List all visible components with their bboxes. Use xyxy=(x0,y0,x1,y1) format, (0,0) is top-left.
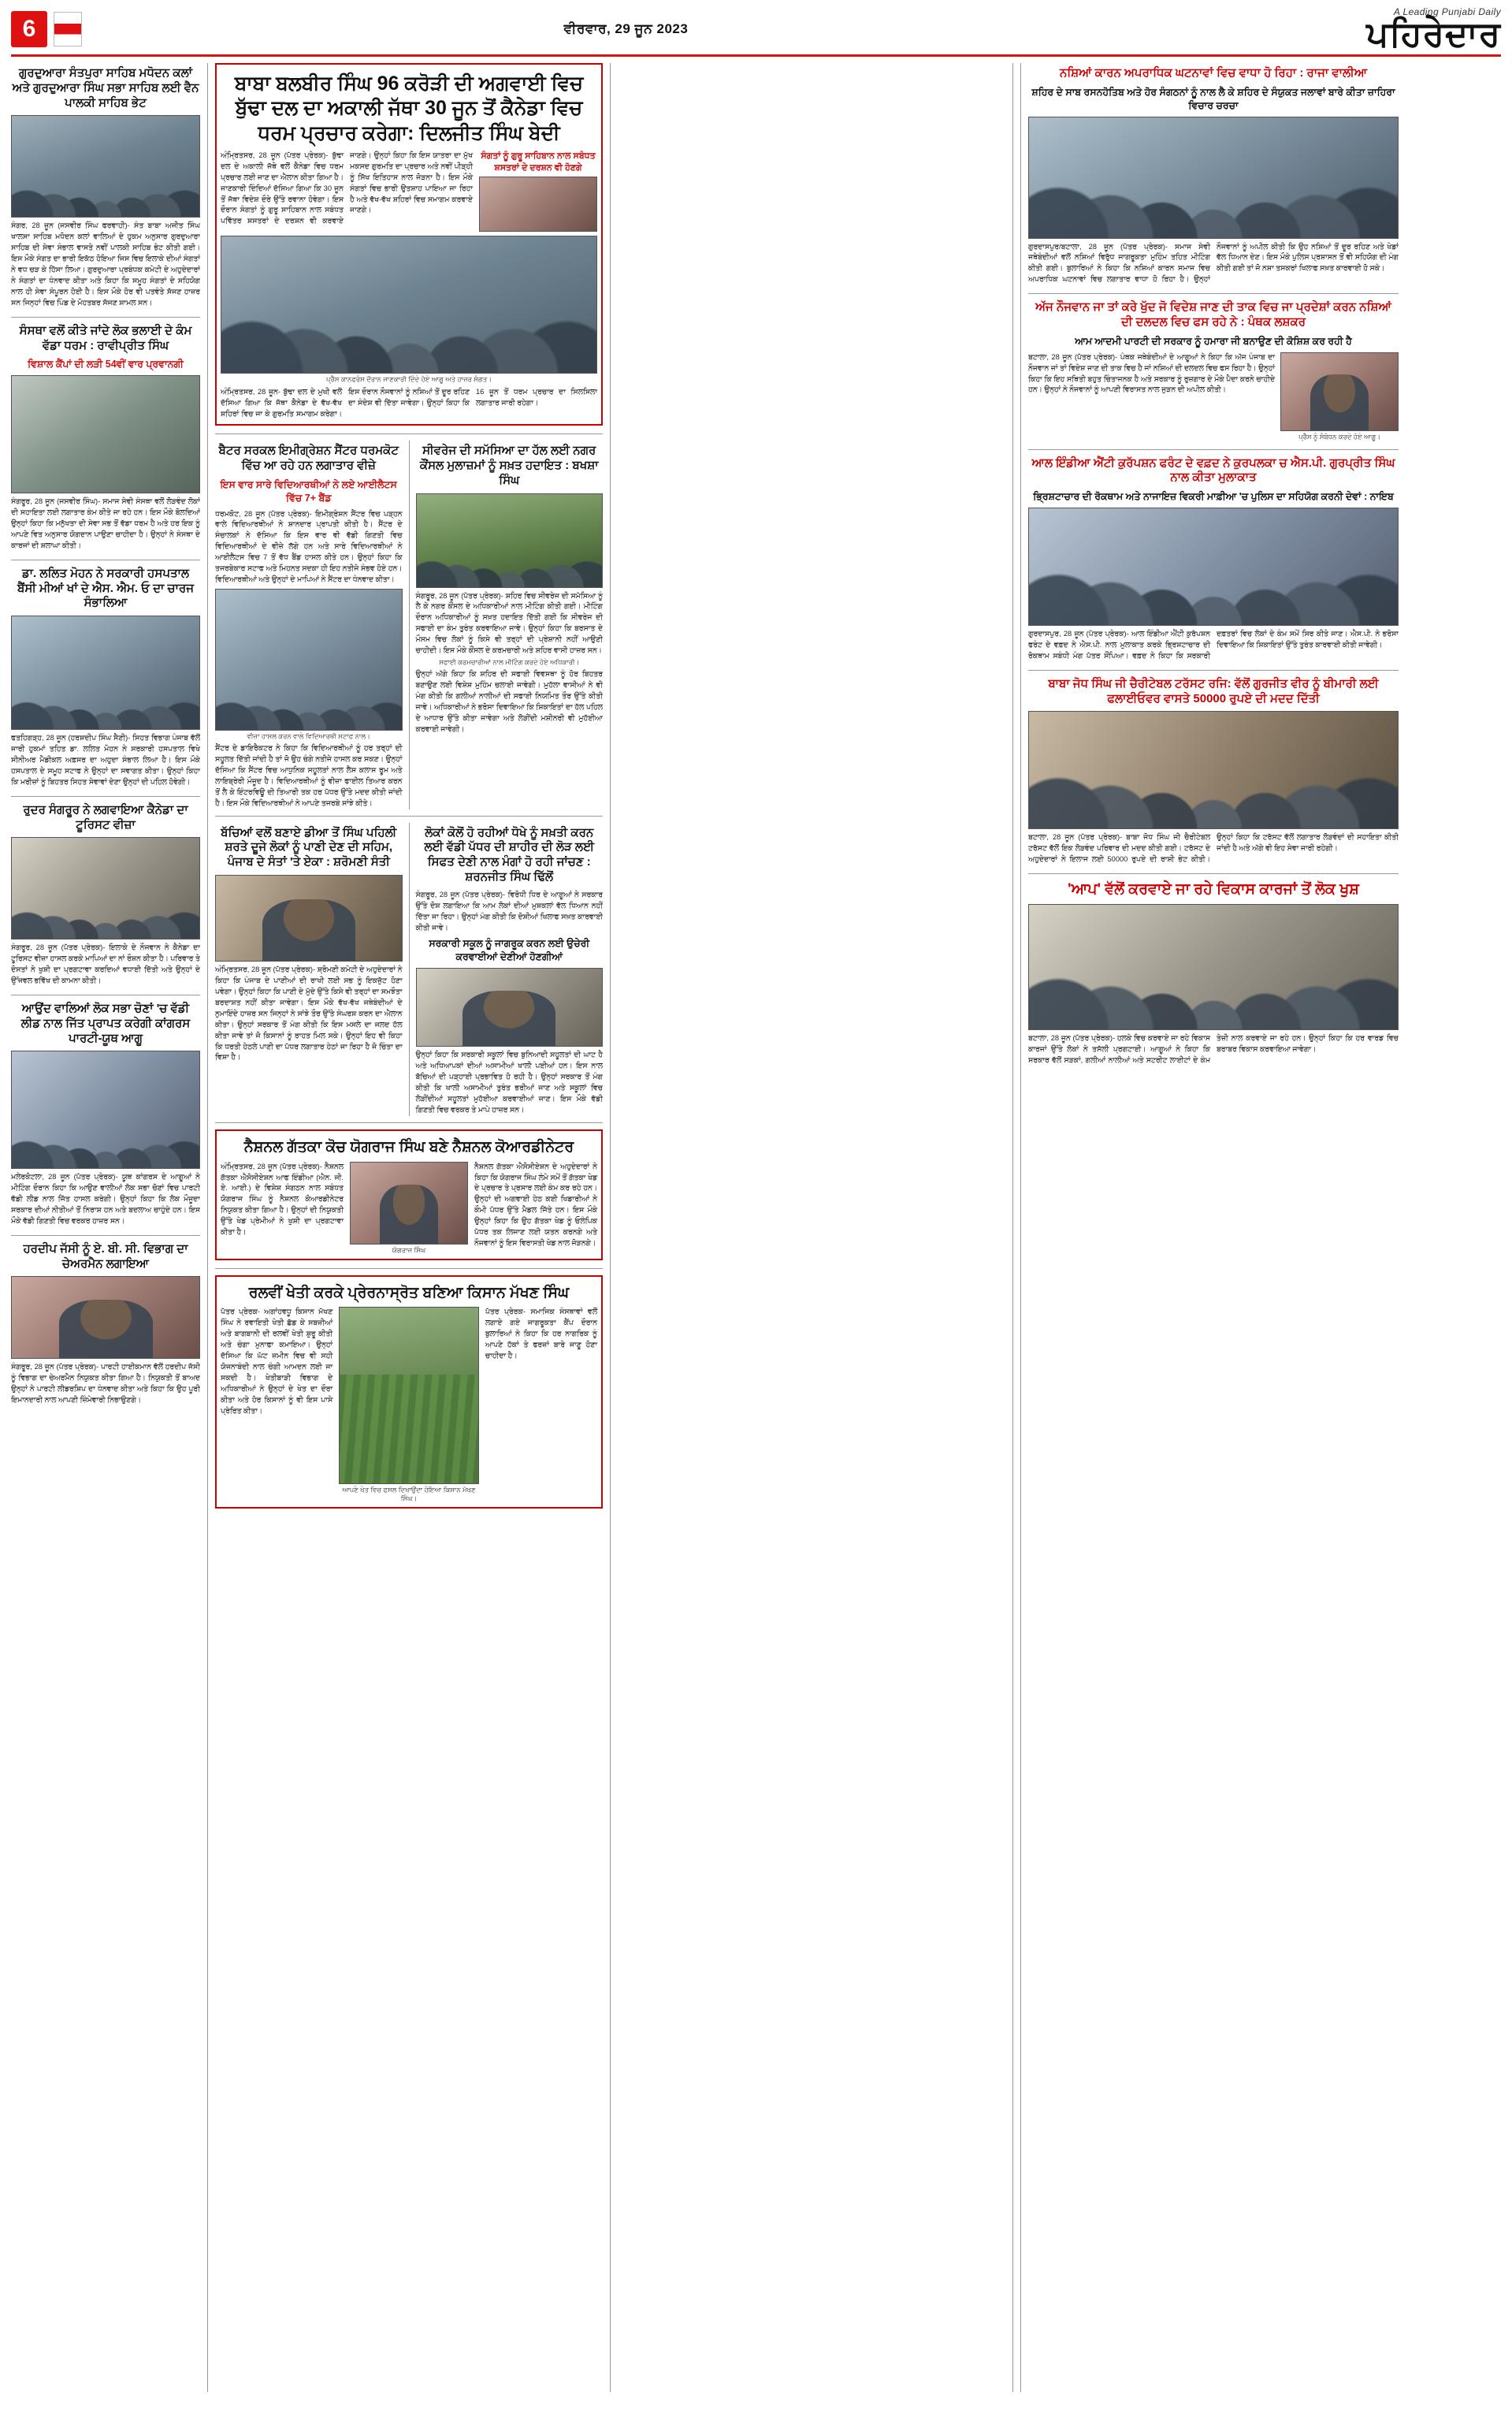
article-water-rights xyxy=(215,823,403,1116)
article-youth-abroad-drugs xyxy=(1028,300,1399,441)
article-anti-corruption-front xyxy=(1028,456,1399,662)
headline: ਗੁਰਦੁਆਰਾ ਸੰਤਪੁਰਾ ਸਾਹਿਬ ਮਧੋਦਨ ਕਲਾਂ ਅਤੇ ਗੁਰਦੁਆਰਾ ਸਿੰਘ ਸਭਾ ਸਾਹਿਬ ਲਈ ਵੈਨ ਪਾਲਕੀ ਸਾਹਿਬ ਭੇਟ xyxy=(12,66,199,110)
headline: ਆਉਂਦ ਵਾਲਿਆਂ ਲੋਕ ਸਭਾ ਚੋਣਾਂ 'ਚ ਵੱਡੀ ਲੀਡ ਨਾਲ ਜਿੱਤ ਪ੍ਰਾਪਤ ਕਰੇਗੀ ਕਾਂਗਰਸ ਪਾਰਟੀ-ਯੂਥ ਆਗੂ xyxy=(20,1002,191,1045)
article-photo xyxy=(11,837,200,939)
article-photo xyxy=(416,493,604,588)
headline: 'ਆਪ' ਵੱਲੋਂ ਕਰਵਾਏ ਜਾ ਰਹੇ ਵਿਕਾਸ ਕਾਰਜਾਂ ਤੋਂ ਲੋਕ ਖੁਸ਼ xyxy=(1068,881,1359,899)
article-sanstha-seva xyxy=(11,324,200,552)
article-aap-development xyxy=(1028,880,1399,1066)
divider xyxy=(1028,449,1399,450)
divider xyxy=(11,796,200,797)
masthead-brand xyxy=(1170,6,1501,52)
divider xyxy=(215,1122,603,1123)
article-photo xyxy=(1028,904,1399,1030)
article-gurdwara-van xyxy=(11,66,200,309)
article-immigration-centre xyxy=(215,441,403,809)
photo-caption: ਆਪਣੇ ਖੇਤ ਵਿਚ ਫਸਲ ਦਿਖਾਉਂਦਾ ਹੋਇਆ ਕਿਸਾਨ ਮੱਖਣ ਸਿੰਘ। xyxy=(342,1486,476,1503)
article-photo xyxy=(416,968,604,1047)
article-farmer-mixed-farming xyxy=(215,1275,603,1509)
article-photo xyxy=(11,1276,200,1359)
headline: ਬੱਚਿਆਂ ਵਲੋਂ ਬਣਾਏ ਡੀਆ ਤੋਂ ਸਿੰਘ ਪਹਿਲੀ ਸ਼ਰਤੇ ਦੂਜੇ ਲੋਕਾਂ ਨੂੰ ਪਾਣੀ ਦੇਣ ਦੀ ਸਹਿਮ, ਪੰਜਾਬ ਦੇ ਸੰਤਾਂ 'ਤੇ ਏਕਾ : ਸ਼ਰੋਮਣੀ ਸੰਤੀ xyxy=(221,825,397,869)
article-body: ਮਲੇਰਕੋਟਲਾ, 28 ਜੂਨ (ਪੱਤਰ ਪ੍ਰੇਰਕ)- ਯੂਥ ਕਾਂਗਰਸ ਦੇ ਆਗੂਆਂ ਨੇ ਮੀਟਿੰਗ ਦੌਰਾਨ ਕਿਹਾ ਕਿ ਆਉਣ ਵਾਲੀਆਂ ਲੋਕ ਸਭਾ ਚੋਣਾਂ ਵਿਚ ਪਾਰਟੀ ਵੱਡੀ ਲੀਡ ਨਾਲ ਜਿੱਤ ਹਾਸਲ ਕਰੇਗੀ। ਉਨ੍ਹਾਂ ਕਿਹਾ ਕਿ ਲੋਕ ਮੌਜੂਦਾ ਸਰਕਾਰ ਦੀਆਂ ਨੀਤੀਆਂ ਤੋਂ ਨਿਰਾਸ਼ ਹਨ ਅਤੇ ਬਦਲਾਅ ਚਾਹੁੰਦੇ ਹਨ। ਇਸ ਮੌਕੇ ਵੱਡੀ ਗਿਣਤੀ ਵਿਚ ਵਰਕਰ ਹਾਜ਼ਰ ਸਨ। xyxy=(11,1173,200,1225)
article-photo xyxy=(215,875,403,962)
article-photo xyxy=(1028,711,1399,829)
divider xyxy=(215,1268,603,1269)
article-body-continued: ਨੈਸ਼ਨਲ ਗੱਤਕਾ ਐਸੋਸੀਏਸ਼ਨ ਦੇ ਅਹੁਦੇਦਾਰਾਂ ਨੇ ਕਿਹਾ ਕਿ ਯੋਗਰਾਜ ਸਿੰਘ ਲੰਮੇ ਸਮੇਂ ਤੋਂ ਗੱਤਕਾ ਖੇਡ ਦੇ ਪ੍ਰਚਾਰ ਤੇ ਪ੍ਰਸਾਰ ਲਈ ਕੰਮ ਕਰ ਰਹੇ ਹਨ। ਉਨ੍ਹਾਂ ਦੀ ਅਗਵਾਈ ਹੇਠ ਕਈ ਖਿਡਾਰੀਆਂ ਨੇ ਕੌਮੀ ਪੱਧਰ ਉੱਤੇ ਮੈਡਲ ਜਿੱਤੇ ਹਨ। ਇਸ ਮੌਕੇ ਉਨ੍ਹਾਂ ਕਿਹਾ ਕਿ ਉਹ ਗੱਤਕਾ ਖੇਡ ਨੂੰ ਓਲੰਪਿਕ ਪੱਧਰ ਤਕ ਲਿਜਾਣ ਲਈ ਯਤਨ ਕਰਨਗੇ ਅਤੇ ਨੌਜਵਾਨਾਂ ਨੂੰ ਇਸ ਵਿਰਾਸਤੀ ਖੇਡ ਨਾਲ ਜੋੜਨਗੇ। xyxy=(474,1162,597,1248)
article-smo-charge xyxy=(11,567,200,788)
article-photo xyxy=(11,375,200,493)
subheadline: ਭ੍ਰਿਸ਼ਟਾਚਾਰ ਦੀ ਰੋਕਥਾਮ ਅਤੇ ਨਾਜਾਇਜ਼ ਵਿਕਰੀ ਮਾਫ਼ੀਆ 'ਚ ਪੁਲਿਸ ਦਾ ਸਹਿਯੋਗ ਕਰਨੀ ਦੇਵਾਂ : ਨਾਇਬ xyxy=(1033,491,1394,503)
photo-caption: ਸਫਾਈ ਕਰਮਚਾਰੀਆਂ ਨਾਲ ਮੀਟਿੰਗ ਕਰਦੇ ਹੋਏ ਅਧਿਕਾਰੀ। xyxy=(439,658,580,667)
column-rule xyxy=(409,823,410,1116)
article-body: ਸੰਗਰ, 28 ਜੂਨ (ਜਸਵੀਰ ਸਿੰਘ ਫਰਵਾਹੀ)- ਸੰਤ ਬਾਬਾ ਅਜੀਤ ਸਿੰਘ ਖਾਲਸਾ ਸਾਹਿਬ ਮਧੋਦਨ ਕਲਾਂ ਵਾਲਿਆਂ ਦੇ ਹੁਕਮ ਅਨੁਸਾਰ ਗੁਰਦੁਆਰਾ ਸਾਹਿਬ ਦੀ ਸੇਵਾ ਸੰਭਾਲ ਵਾਸਤੇ ਨਵੀਂ ਪਾਲਕੀ ਸਾਹਿਬ ਭੇਟ ਕੀਤੀ ਗਈ। ਇਸ ਮੌਕੇ ਸੰਗਤ ਦਾ ਭਾਰੀ ਇਕੱਠ ਹੋਇਆ ਜਿਸ ਵਿਚ ਇਲਾਕੇ ਦੀਆਂ ਸੰਗਤਾਂ ਨੇ ਵਧ ਚੜ ਕੇ ਹਿੱਸਾ ਲਿਆ। ਗੁਰਦੁਆਰਾ ਪ੍ਰਬੰਧਕ ਕਮੇਟੀ ਦੇ ਅਹੁਦੇਦਾਰਾਂ ਨੇ ਸੰਗਤਾਂ ਦਾ ਧੰਨਵਾਦ ਕੀਤਾ ਅਤੇ ਕਿਹਾ ਕਿ ਸਮੂਹ ਸੰਗਤਾਂ ਦੇ ਸਹਿਯੋਗ ਨਾਲ ਹੀ ਸੇਵਾ ਸੰਪੂਰਨ ਹੋਈ ਹੈ। ਇਸ ਮੌਕੇ ਹੋਰ ਵੀ ਪਤਵੰਤੇ ਸੱਜਣ ਹਾਜ਼ਰ ਸਨ ਜਿਨ੍ਹਾਂ ਵਿਚ ਪਿੰਡ ਦੇ ਮੋਹਤਬਰ ਸੱਜਣ ਸ਼ਾਮਲ ਸਨ। xyxy=(11,221,200,307)
column-rule xyxy=(1020,63,1021,2392)
article-body-continued: ਪੱਤਰ ਪ੍ਰੇਰਕ- ਸਮਾਜਿਕ ਸੰਸਥਾਵਾਂ ਵਲੋਂ ਲਗਾਏ ਗਏ ਜਾਗਰੂਕਤਾ ਕੈਂਪ ਦੌਰਾਨ ਬੁਲਾਰਿਆਂ ਨੇ ਕਿਹਾ ਕਿ ਹਰ ਨਾਗਰਿਕ ਨੂੰ ਆਪਣੇ ਹੱਕਾਂ ਤੇ ਫਰਜ਼ਾਂ ਬਾਰੇ ਜਾਣੂ ਹੋਣਾ ਚਾਹੀਦਾ ਹੈ। xyxy=(485,1308,597,1360)
article-drugs-crime xyxy=(1028,66,1399,285)
headline: ਰੁਦਰ ਸੰਗਰੂਰ ਨੇ ਲਗਵਾਇਆ ਕੈਨੇਡਾ ਦਾ ਟੂਰਿਸਟ ਵੀਜ਼ਾ xyxy=(23,802,188,832)
headline: ਬਾਬਾ ਜੋਧ ਸਿੰਘ ਜੀ ਚੈਰੀਟੇਬਲ ਟਰੱਸਟ ਰਜਿ: ਵੱਲੋਂ ਗੁਰਜੀਤ ਵੀਰ ਨੂੰ ਬੀਮਾਰੀ ਲਈ ਫਲਾਈਓਵਰ ਵਾਸਤੇ 50000 ਰੁਪਏ ਦੀ ਮਦਦ ਦਿੱਤੀ xyxy=(1048,676,1379,705)
page-number: 6 xyxy=(11,11,47,47)
column-rule xyxy=(207,63,208,2392)
article-photo xyxy=(1280,352,1399,431)
article-gatka-coach xyxy=(215,1129,603,1260)
article-photo xyxy=(350,1162,468,1245)
headline: ਡਾ. ਲਲਿਤ ਮੋਹਨ ਨੇ ਸਰਕਾਰੀ ਹਸਪਤਾਲ ਬੈਂਸੀ ਮੀਆਂ ਖਾਂ ਦੇ ਐਸ. ਐਮ. ਓ ਦਾ ਚਾਰਜ ਸੰਭਾਲਿਆ xyxy=(17,566,194,610)
article-photo xyxy=(11,1051,200,1169)
article-photo xyxy=(339,1307,479,1484)
divider xyxy=(1028,873,1399,874)
flag-icon xyxy=(54,12,82,47)
article-chairman-appointment xyxy=(11,1242,200,1406)
article-body: ਬਟਾਲਾ, 28 ਜੂਨ (ਪੱਤਰ ਪ੍ਰੇਰਕ)- ਪੰਥਕ ਜਥੇਬੰਦੀਆਂ ਦੇ ਆਗੂਆਂ ਨੇ ਕਿਹਾ ਕਿ ਅੱਜ ਪੰਜਾਬ ਦਾ ਨੌਜਵਾਨ ਜਾਂ ਤਾਂ ਵਿਦੇਸ਼ ਜਾਣ ਦੀ ਤਾਕ ਵਿਚ ਹੈ ਜਾਂ ਨਸ਼ਿਆਂ ਦੀ ਦਲਦਲ ਵਿਚ ਫਸ ਰਿਹਾ ਹੈ। ਉਨ੍ਹਾਂ ਕਿਹਾ ਕਿ ਇਹ ਸਥਿਤੀ ਬਹੁਤ ਚਿੰਤਾਜਨਕ ਹੈ ਅਤੇ ਸਰਕਾਰ ਨੂੰ ਰੁਜ਼ਗਾਰ ਦੇ ਮੌਕੇ ਪੈਦਾ ਕਰਨੇ ਚਾਹੀਦੇ ਹਨ। ਉਨ੍ਹਾਂ ਨੇ ਨੌਜਵਾਨਾਂ ਨੂੰ ਆਪਣੀ ਵਿਰਾਸਤ ਨਾਲ ਜੁੜਨ ਦੀ ਅਪੀਲ ਕੀਤੀ। xyxy=(1028,352,1275,394)
headline: ਨਸ਼ਿਆਂ ਕਾਰਨ ਅਪਰਾਧਿਕ ਘਟਨਾਵਾਂ ਵਿਚ ਵਾਧਾ ਹੋ ਰਿਹਾ : ਰਾਜਾ ਵਾਲੀਆ xyxy=(1059,66,1368,80)
divider xyxy=(1028,670,1399,671)
page-grid xyxy=(11,63,1501,2392)
lead-article-budha-dal xyxy=(215,63,603,426)
article-body: ਸੰਗਰੂਰ, 28 ਜੂਨ (ਪੱਤਰ ਪ੍ਰੇਰਕ)- ਵਿਰੋਧੀ ਧਿਰ ਦੇ ਆਗੂਆਂ ਨੇ ਸਰਕਾਰ ਉੱਤੇ ਦੋਸ਼ ਲਗਾਇਆ ਕਿ ਆਮ ਲੋਕਾਂ ਦੀਆਂ ਮੁਸ਼ਕਲਾਂ ਵੱਲ ਧਿਆਨ ਨਹੀਂ ਦਿੱਤਾ ਜਾ ਰਿਹਾ। ਉਨ੍ਹਾਂ ਮੰਗ ਕੀਤੀ ਕਿ ਦੋਸ਼ੀਆਂ ਖਿਲਾਫ ਸਖ਼ਤ ਕਾਰਵਾਈ ਕੀਤੀ ਜਾਵੇ। xyxy=(415,890,603,932)
photo-caption: ਯੋਗਰਾਜ ਸਿੰਘ xyxy=(392,1245,426,1254)
article-body: ਸੰਗਰੂਰ, 28 ਜੂਨ (ਪੱਤਰ ਪ੍ਰੇਰਕ)- ਪਾਰਟੀ ਹਾਈਕਮਾਨ ਵੱਲੋਂ ਹਰਦੀਪ ਜੱਸੀ ਨੂੰ ਵਿਭਾਗ ਦਾ ਚੇਅਰਮੈਨ ਨਿਯੁਕਤ ਕੀਤਾ ਗਿਆ ਹੈ। ਨਿਯੁਕਤੀ ਤੋਂ ਬਾਅਦ ਉਨ੍ਹਾਂ ਨੇ ਪਾਰਟੀ ਲੀਡਰਸ਼ਿਪ ਦਾ ਧੰਨਵਾਦ ਕੀਤਾ ਅਤੇ ਕਿਹਾ ਕਿ ਉਹ ਪੂਰੀ ਇਮਾਨਦਾਰੀ ਨਾਲ ਆਪਣੀ ਜ਼ਿੰਮੇਵਾਰੀ ਨਿਭਾਉਣਗੇ। xyxy=(11,1363,200,1405)
column-rule xyxy=(409,441,410,809)
article-photo xyxy=(11,616,200,730)
divider xyxy=(215,816,603,817)
article-body: ਸੰਗਰੂਰ, 28 ਜੂਨ (ਪੱਤਰ ਪ੍ਰੇਰਕ)- ਸ਼ਹਿਰ ਵਿਚ ਸੀਵਰੇਜ ਦੀ ਸਮੱਸਿਆ ਨੂੰ ਲੈ ਕੇ ਨਗਰ ਕੌਂਸਲ ਦੇ ਅਧਿਕਾਰੀਆਂ ਨਾਲ ਮੀਟਿੰਗ ਕੀਤੀ ਗਈ। ਮੀਟਿੰਗ ਦੌਰਾਨ ਅਧਿਕਾਰੀਆਂ ਨੂੰ ਸਖ਼ਤ ਹਦਾਇਤ ਦਿੱਤੀ ਗਈ ਕਿ ਸੀਵਰੇਜ ਦੀ ਸਫਾਈ ਦਾ ਕੰਮ ਤੁਰੰਤ ਕਰਵਾਇਆ ਜਾਵੇ। ਉਨ੍ਹਾਂ ਕਿਹਾ ਕਿ ਬਰਸਾਤ ਦੇ ਮੌਸਮ ਵਿਚ ਲੋਕਾਂ ਨੂੰ ਕਿਸੇ ਵੀ ਤਰ੍ਹਾਂ ਦੀ ਪ੍ਰੇਸ਼ਾਨੀ ਨਹੀਂ ਆਉਣੀ ਚਾਹੀਦੀ। ਇਸ ਮੌਕੇ ਕੌਂਸਲ ਦੇ ਕਰਮਚਾਰੀ ਅਤੇ ਸ਼ਹਿਰ ਵਾਸੀ ਹਾਜ਼ਰ ਸਨ। xyxy=(415,591,603,655)
photo-caption: ਪ੍ਰੈੱਸ ਨੂੰ ਸੰਬੋਧਨ ਕਰਦੇ ਹੋਏ ਆਗੂ। xyxy=(1298,432,1380,441)
lead-photo xyxy=(221,236,597,374)
article-photo xyxy=(215,589,403,731)
divider xyxy=(215,433,603,434)
headline: ਰਲਵੀਂ ਖੇਤੀ ਕਰਕੇ ਪ੍ਰੇਰਨਾਸ੍ਰੋਤ ਬਣਿਆ ਕਿਸਾਨ ਮੱਖਣ ਸਿੰਘ xyxy=(248,1284,570,1301)
article-congress-youth xyxy=(11,1002,200,1227)
headline: ਸੰਸਥਾ ਵਲੋਂ ਕੀਤੇ ਜਾਂਦੇ ਲੋਕ ਭਲਾਈ ਦੇ ਕੰਮ ਵੱਡਾ ਧਰਮ : ਰਾਵੀਪ੍ਰੀਤ ਸਿੰਘ xyxy=(19,323,192,352)
article-photo xyxy=(1028,117,1399,239)
headline: ਨੈਸ਼ਨਲ ਗੱਤਕਾ ਕੋਚ ਯੋਗਰਾਜ ਸਿੰਘ ਬਣੇ ਨੈਸ਼ਨਲ ਕੋਆਰਡੀਨੇਟਰ xyxy=(243,1138,574,1155)
article-body: ਸੰਗਰੂਰ, 28 ਜੂਨ (ਪੱਤਰ ਪ੍ਰੇਰਕ)- ਇਲਾਕੇ ਦੇ ਨੌਜਵਾਨ ਨੇ ਕੈਨੇਡਾ ਦਾ ਟੂਰਿਸਟ ਵੀਜ਼ਾ ਹਾਸਲ ਕਰਕੇ ਮਾਪਿਆਂ ਦਾ ਨਾਂ ਰੌਸ਼ਨ ਕੀਤਾ ਹੈ। ਪਰਿਵਾਰ ਤੇ ਦੋਸਤਾਂ ਨੇ ਖੁਸ਼ੀ ਦਾ ਪ੍ਰਗਟਾਵਾ ਕਰਦਿਆਂ ਵਧਾਈ ਦਿੱਤੀ ਅਤੇ ਉਨ੍ਹਾਂ ਦੇ ਉੱਜਵਲ ਭਵਿੱਖ ਦੀ ਕਾਮਨਾ ਕੀਤੀ। xyxy=(11,943,200,985)
subheadline: ਸ਼ਹਿਰ ਦੇ ਸਾਬ ਰਸਨਹੋਤਿਬ ਅਤੇ ਹੋਰ ਸੰਗਠਨਾਂ ਨੂੰ ਨਾਲ ਲੈ ਕੇ ਸ਼ਹਿਰ ਦੇ ਸੰਯੁਕਤ ਜਲਾਵਾਂ ਬਾਰੇ ਕੀਤਾ ਜ਼ਾਹਿਰਾ ਵਿਚਾਰ ਚਰਚਾ xyxy=(1031,86,1395,111)
article-body-continued: ਉਨ੍ਹਾਂ ਅੱਗੇ ਕਿਹਾ ਕਿ ਸ਼ਹਿਰ ਦੀ ਸਫਾਈ ਵਿਵਸਥਾ ਨੂੰ ਹੋਰ ਬਿਹਤਰ ਬਣਾਉਣ ਲਈ ਵਿਸ਼ੇਸ਼ ਮੁਹਿੰਮ ਚਲਾਈ ਜਾਵੇਗੀ। ਮੁਹੱਲਾ ਵਾਸੀਆਂ ਨੇ ਵੀ ਮੰਗ ਕੀਤੀ ਕਿ ਗਲੀਆਂ ਨਾਲੀਆਂ ਦੀ ਸਫਾਈ ਨਿਯਮਿਤ ਤੌਰ ਉੱਤੇ ਕੀਤੀ ਜਾਵੇ। ਅਧਿਕਾਰੀਆਂ ਨੇ ਭਰੋਸਾ ਦਿਵਾਇਆ ਕਿ ਸ਼ਿਕਾਇਤਾਂ ਦਾ ਹੱਲ ਪਹਿਲ ਦੇ ਆਧਾਰ ਉੱਤੇ ਕੀਤਾ ਜਾਵੇਗਾ ਅਤੇ ਲੋੜੀਂਦੀ ਮਸ਼ੀਨਰੀ ਵੀ ਮੁਹੱਈਆ ਕਰਵਾਈ ਜਾਵੇਗੀ। xyxy=(415,670,603,733)
article-body: ਅੰਮ੍ਰਿਤਸਰ, 28 ਜੂਨ (ਪੱਤਰ ਪ੍ਰੇਰਕ)- ਬੁੱਢਾ ਦਲ ਦੇ ਅਕਾਲੀ ਜੱਥੇ ਵਲੋਂ ਕੈਨੇਡਾ ਵਿਚ ਧਰਮ ਪ੍ਰਚਾਰ ਲਈ ਜਾਣ ਦਾ ਐਲਾਨ ਕੀਤਾ ਗਿਆ ਹੈ। ਜਾਣਕਾਰੀ ਦਿੰਦਿਆਂ ਦੱਸਿਆ ਗਿਆ ਕਿ 30 ਜੂਨ ਤੋਂ ਜੱਥਾ ਵਿਦੇਸ਼ ਦੌਰੇ ਉੱਤੇ ਰਵਾਨਾ ਹੋਵੇਗਾ। ਇਸ ਦੌਰਾਨ ਸੰਗਤਾਂ ਨੂੰ ਗੁਰੂ ਸਾਹਿਬਾਨ ਨਾਲ ਸਬੰਧਤ ਪਵਿੱਤਰ ਸ਼ਸਤਰਾਂ ਦੇ ਦਰਸ਼ਨ ਵੀ ਕਰਵਾਏ ਜਾਣਗੇ। ਉਨ੍ਹਾਂ ਕਿਹਾ ਕਿ ਇਸ ਯਾਤਰਾ ਦਾ ਮੁੱਖ ਮਕਸਦ ਗੁਰਮਤਿ ਦਾ ਪ੍ਰਚਾਰ ਅਤੇ ਨਵੀਂ ਪੀੜ੍ਹੀ ਨੂੰ ਸਿੱਖ ਇਤਿਹਾਸ ਨਾਲ ਜੋੜਨਾ ਹੈ। ਇਸ ਮੌਕੇ ਸੰਗਤਾਂ ਵਿਚ ਭਾਰੀ ਉਤਸ਼ਾਹ ਪਾਇਆ ਜਾ ਰਿਹਾ ਹੈ ਅਤੇ ਵੱਖ-ਵੱਖ ਸ਼ਹਿਰਾਂ ਵਿਚ ਸਮਾਗਮ ਕਰਵਾਏ ਜਾਣਗੇ। xyxy=(221,151,473,225)
column-4 xyxy=(1028,63,1399,2392)
headline: ਅੱਜ ਨੌਜਵਾਨ ਜਾ ਤਾਂ ਕਰੇ ਖੁੱਦ ਜੋ ਵਿਦੇਸ਼ ਜਾਣ ਦੀ ਤਾਕ ਵਿਚ ਜਾ ਪ੍ਰਦੇਸ਼ਾਂ ਕਰਨ ਨਸ਼ਿਆਂ ਦੀ ਦਲਦਲ ਵਿਚ ਫਸ ਰਹੇ ਨੇ : ਪੰਥਕ ਲਸ਼ਕਰ xyxy=(1035,300,1391,329)
article-body: ਧਰਮਕੋਟ, 28 ਜੂਨ (ਪੱਤਰ ਪ੍ਰੇਰਕ)- ਇਮੀਗ੍ਰੇਸ਼ਨ ਸੈਂਟਰ ਵਿਚ ਪੜ੍ਹਨ ਵਾਲੇ ਵਿਦਿਆਰਥੀਆਂ ਨੇ ਸ਼ਾਨਦਾਰ ਪ੍ਰਾਪਤੀ ਕੀਤੀ ਹੈ। ਸੈਂਟਰ ਦੇ ਸੰਚਾਲਕਾਂ ਨੇ ਦੱਸਿਆ ਕਿ ਇਸ ਵਾਰ ਵੀ ਵੱਡੀ ਗਿਣਤੀ ਵਿਚ ਵਿਦਿਆਰਥੀਆਂ ਦੇ ਵੀਜ਼ੇ ਲੱਗੇ ਹਨ ਅਤੇ ਸਾਰੇ ਵਿਦਿਆਰਥੀਆਂ ਨੇ ਆਈਲੈਟਸ ਵਿਚ 7 ਤੋਂ ਵੱਧ ਬੈਂਡ ਹਾਸਲ ਕੀਤੇ ਹਨ। ਉਨ੍ਹਾਂ ਕਿਹਾ ਕਿ ਤਜਰਬੇਕਾਰ ਸਟਾਫ ਅਤੇ ਮਿਹਨਤ ਸਦਕਾ ਹੀ ਇਹ ਨਤੀਜੇ ਸੰਭਵ ਹੋਏ ਹਨ। ਵਿਦਿਆਰਥੀਆਂ ਅਤੇ ਉਨ੍ਹਾਂ ਦੇ ਮਾਪਿਆਂ ਨੇ ਸੈਂਟਰ ਦਾ ਧੰਨਵਾਦ ਕੀਤਾ। xyxy=(215,509,403,584)
article-body: ਗੁਰਦਾਸਪੁਰ/ਬਟਾਲਾ, 28 ਜੂਨ (ਪੱਤਰ ਪ੍ਰੇਰਕ)- ਸਮਾਜ ਸੇਵੀ ਜਥੇਬੰਦੀਆਂ ਵਲੋਂ ਨਸ਼ਿਆਂ ਵਿਰੁੱਧ ਜਾਗਰੂਕਤਾ ਮੁਹਿੰਮ ਤਹਿਤ ਮੀਟਿੰਗ ਕੀਤੀ ਗਈ। ਬੁਲਾਰਿਆਂ ਨੇ ਕਿਹਾ ਕਿ ਨਸ਼ਿਆਂ ਕਾਰਨ ਸਮਾਜ ਵਿਚ ਅਪਰਾਧਿਕ ਘਟਨਾਵਾਂ ਵਿਚ ਲਗਾਤਾਰ ਵਾਧਾ ਹੋ ਰਿਹਾ ਹੈ। ਉਨ੍ਹਾਂ ਨੌਜਵਾਨਾਂ ਨੂੰ ਅਪੀਲ ਕੀਤੀ ਕਿ ਉਹ ਨਸ਼ਿਆਂ ਤੋਂ ਦੂਰ ਰਹਿਣ ਅਤੇ ਖੇਡਾਂ ਵੱਲ ਧਿਆਨ ਦੇਣ। ਇਸ ਮੌਕੇ ਪੁਲਿਸ ਪ੍ਰਸ਼ਾਸਨ ਤੋਂ ਵੀ ਸਹਿਯੋਗ ਦੀ ਮੰਗ ਕੀਤੀ ਗਈ ਤਾਂ ਜੋ ਨਸ਼ਾ ਤਸਕਰਾਂ ਖਿਲਾਫ ਸਖ਼ਤ ਕਾਰਵਾਈ ਹੋ ਸਕੇ। xyxy=(1028,242,1399,284)
article-photo xyxy=(1028,508,1399,626)
subheadline: ਇਸ ਵਾਰ ਸਾਰੇ ਵਿਦਿਆਰਥੀਆਂ ਨੇ ਲਏ ਆਈਲੈਟਸ ਵਿੱਚ 7+ ਬੈਂਡ xyxy=(220,478,397,504)
headline: ਬਾਬਾ ਬਲਬੀਰ ਸਿੰਘ 96 ਕਰੋੜੀ ਦੀ ਅਗਵਾਈ ਵਿਚ ਬੁੱਢਾ ਦਲ ਦਾ ਅਕਾਲੀ ਜੱਥਾ 30 ਜੂਨ ਤੋਂ ਕੈਨੇਡਾ ਵਿਚ ਧਰਮ ਪ੍ਰਚਾਰ ਕਰੇਗਾ: ਦਿਲਜੀਤ ਸਿੰਘ ਬੇਦੀ xyxy=(234,73,584,144)
article-body: ਬਟਾਲਾ, 28 ਜੂਨ (ਪੱਤਰ ਪ੍ਰੇਰਕ)- ਬਾਬਾ ਜੋਧ ਸਿੰਘ ਜੀ ਚੈਰੀਟੇਬਲ ਟਰੱਸਟ ਵੱਲੋਂ ਇਕ ਲੋੜਵੰਦ ਪਰਿਵਾਰ ਦੀ ਮਦਦ ਕੀਤੀ ਗਈ। ਟਰੱਸਟ ਦੇ ਅਹੁਦੇਦਾਰਾਂ ਨੇ ਇਲਾਜ ਲਈ 50000 ਰੁਪਏ ਦੀ ਰਾਸ਼ੀ ਭੇਟ ਕੀਤੀ। ਉਨ੍ਹਾਂ ਕਿਹਾ ਕਿ ਟਰੱਸਟ ਵੱਲੋਂ ਲਗਾਤਾਰ ਲੋੜਵੰਦਾਂ ਦੀ ਸਹਾਇਤਾ ਕੀਤੀ ਜਾਂਦੀ ਹੈ ਅਤੇ ਅੱਗੇ ਵੀ ਇਹ ਸੇਵਾ ਜਾਰੀ ਰਹੇਗੀ। xyxy=(1028,833,1399,864)
divider xyxy=(11,317,200,318)
column-rule xyxy=(610,63,611,2392)
article-photo xyxy=(11,115,200,218)
divider xyxy=(1028,293,1399,294)
article-body: ਬਟਾਲਾ, 28 ਜੂਨ (ਪੱਤਰ ਪ੍ਰੇਰਕ)- ਹਲਕੇ ਵਿਚ ਕਰਵਾਏ ਜਾ ਰਹੇ ਵਿਕਾਸ ਕਾਰਜਾਂ ਉੱਤੇ ਲੋਕਾਂ ਨੇ ਤਸੱਲੀ ਪ੍ਰਗਟਾਈ। ਆਗੂਆਂ ਨੇ ਕਿਹਾ ਕਿ ਸਰਕਾਰ ਵੱਲੋਂ ਸੜਕਾਂ, ਗਲੀਆਂ ਨਾਲੀਆਂ ਅਤੇ ਸਟਰੀਟ ਲਾਈਟਾਂ ਦੇ ਕੰਮ ਤੇਜ਼ੀ ਨਾਲ ਕਰਵਾਏ ਜਾ ਰਹੇ ਹਨ। ਉਨ੍ਹਾਂ ਕਿਹਾ ਕਿ ਹਰ ਵਾਰਡ ਵਿਚ ਬਰਾਬਰ ਵਿਕਾਸ ਕਰਵਾਇਆ ਜਾਵੇਗਾ। xyxy=(1028,1033,1399,1064)
headline: ਲੋਕਾਂ ਕੋਲੋਂ ਹੋ ਰਹੀਆਂ ਧੋਖੇ ਨੂੰ ਸਖ਼ਤੀ ਕਰਨ ਲਈ ਵੱਡੀ ਪੱਧਰ ਦੀ ਸ਼ਾਹੀਰ ਦੀ ਲੋੜ ਲਈ ਸਿਫਤ ਦੇਣੀ ਨਾਲ ਮੰਗਾਂ ਹੋ ਰਹੀ ਜਾਂਚਣ : ਸ਼ਰਨਜੀਤ ਸਿੰਘ ਢਿੱਲੋਂ xyxy=(424,825,594,884)
subheadline: ਸਰਕਾਰੀ ਸਕੂਲ ਨੂੰ ਜਾਗਰੂਕ ਕਰਨ ਲਈ ਉਚੇਰੀ ਕਰਵਾਈਆਂ ਦੇਣੀਆਂ ਹੋਣਗੀਆਂ xyxy=(429,938,590,963)
article-body-continued: ਅੰਮ੍ਰਿਤਸਰ, 28 ਜੂਨ- ਬੁੱਢਾ ਦਲ ਦੇ ਮੁਖੀ ਵਲੋਂ ਦੱਸਿਆ ਗਿਆ ਕਿ ਜੱਥਾ ਕੈਨੇਡਾ ਦੇ ਵੱਖ-ਵੱਖ ਸ਼ਹਿਰਾਂ ਵਿਚ ਜਾ ਕੇ ਗੁਰਮਤਿ ਸਮਾਗਮ ਕਰੇਗਾ। ਇਸ ਦੌਰਾਨ ਨੌਜਵਾਨਾਂ ਨੂੰ ਨਸ਼ਿਆਂ ਤੋਂ ਦੂਰ ਰਹਿਣ ਦਾ ਸੰਦੇਸ਼ ਵੀ ਦਿੱਤਾ ਜਾਵੇਗਾ। ਉਨ੍ਹਾਂ ਕਿਹਾ ਕਿ 16 ਜੂਨ ਤੋਂ ਧਰਮ ਪ੍ਰਚਾਰ ਦਾ ਸਿਲਸਿਲਾ ਲਗਾਤਾਰ ਜਾਰੀ ਰਹੇਗਾ। xyxy=(221,388,597,419)
subheadline: ਸੰਗਤਾਂ ਨੂੰ ਗੁਰੂ ਸਾਹਿਬਾਨ ਨਾਲ ਸਬੰਧਤ ਸ਼ਸਤਰਾਂ ਦੇ ਦਰਸ਼ਨ ਵੀ ਹੋਣਗੇ xyxy=(481,151,596,173)
masthead-title: ਪਹਿਰੇਦਾਰ xyxy=(1366,14,1501,54)
article-body: ਅੰਮ੍ਰਿਤਸਰ, 28 ਜੂਨ (ਪੱਤਰ ਪ੍ਰੇਰਕ)- ਨੈਸ਼ਨਲ ਗੱਤਕਾ ਐਸੋਸੀਏਸ਼ਨ ਆਫ ਇੰਡੀਆ (ਐਨ. ਜੀ. ਏ. ਆਈ.) ਦੇ ਵਿਸ਼ੇਸ਼ ਸੰਗਠਨ ਨਾਲ ਸਬੰਧਤ ਯੋਗਰਾਜ ਸਿੰਘ ਨੂੰ ਨੈਸ਼ਨਲ ਕੋਆਰਡੀਨੇਟਰ ਨਿਯੁਕਤ ਕੀਤਾ ਗਿਆ ਹੈ। ਉਨ੍ਹਾਂ ਦੀ ਨਿਯੁਕਤੀ ਉੱਤੇ ਖੇਡ ਪ੍ਰੇਮੀਆਂ ਨੇ ਖੁਸ਼ੀ ਦਾ ਪ੍ਰਗਟਾਵਾ ਕੀਤਾ ਹੈ। xyxy=(221,1162,344,1237)
subheadline: ਵਿਸ਼ਾਲ ਕੈਂਪਾਂ ਦੀ ਲੜੀ 54ਵੀਂ ਵਾਰ ਪ੍ਰਵਾਨਗੀ xyxy=(28,359,184,370)
article-body: ਪੱਤਰ ਪ੍ਰੇਰਕ- ਅਗਾਂਹਵਧੂ ਕਿਸਾਨ ਮੱਖਣ ਸਿੰਘ ਨੇ ਰਵਾਇਤੀ ਖੇਤੀ ਛੱਡ ਕੇ ਸਬਜ਼ੀਆਂ ਅਤੇ ਬਾਗਬਾਨੀ ਦੀ ਰਲਵੀਂ ਖੇਤੀ ਸ਼ੁਰੂ ਕੀਤੀ ਅਤੇ ਚੰਗਾ ਮੁਨਾਫਾ ਕਮਾਇਆ। ਉਨ੍ਹਾਂ ਦੱਸਿਆ ਕਿ ਘੱਟ ਜ਼ਮੀਨ ਵਿਚ ਵੀ ਸਹੀ ਯੋਜਨਾਬੰਦੀ ਨਾਲ ਚੰਗੀ ਆਮਦਨ ਲਈ ਜਾ ਸਕਦੀ ਹੈ। ਖੇਤੀਬਾੜੀ ਵਿਭਾਗ ਦੇ ਅਧਿਕਾਰੀਆਂ ਨੇ ਉਨ੍ਹਾਂ ਦੇ ਖੇਤ ਦਾ ਦੌਰਾ ਕੀਤਾ ਅਤੇ ਹੋਰ ਕਿਸਾਨਾਂ ਨੂੰ ਵੀ ਇਸ ਪਾਸੇ ਪ੍ਰੇਰਿਤ ਕੀਤਾ। xyxy=(221,1308,333,1415)
masthead xyxy=(11,8,1501,57)
column-1 xyxy=(11,63,200,2392)
subheadline: ਆਮ ਆਦਮੀ ਪਾਰਟੀ ਦੀ ਸਰਕਾਰ ਨੂੰ ਹਮਾਰਾ ਜੀ ਬਨਾਉਣ ਦੀ ਕੋਸ਼ਿਸ਼ ਕਰ ਰਹੀ ਹੈ xyxy=(1075,335,1352,347)
article-trust-donation xyxy=(1028,677,1399,865)
article-body-continued: ਸੈਂਟਰ ਦੇ ਡਾਇਰੈਕਟਰ ਨੇ ਕਿਹਾ ਕਿ ਵਿਦਿਆਰਥੀਆਂ ਨੂੰ ਹਰ ਤਰ੍ਹਾਂ ਦੀ ਸਹੂਲਤ ਦਿੱਤੀ ਜਾਂਦੀ ਹੈ ਤਾਂ ਜੋ ਉਹ ਚੰਗੇ ਨਤੀਜੇ ਹਾਸਲ ਕਰ ਸਕਣ। ਉਨ੍ਹਾਂ ਦੱਸਿਆ ਕਿ ਸੈਂਟਰ ਵਿਚ ਆਧੁਨਿਕ ਸਹੂਲਤਾਂ ਨਾਲ ਲੈਸ ਕਲਾਸ ਰੂਮ ਅਤੇ ਲਾਇਬ੍ਰੇਰੀ ਮੌਜੂਦ ਹੈ। ਵਿਦਿਆਰਥੀਆਂ ਨੂੰ ਵੀਜ਼ਾ ਫਾਈਲ ਤਿਆਰ ਕਰਨ ਤੋਂ ਲੈ ਕੇ ਇੰਟਰਵਿਊ ਦੀ ਤਿਆਰੀ ਤਕ ਹਰ ਪੱਧਰ ਉੱਤੇ ਮਦਦ ਕੀਤੀ ਜਾਂਦੀ ਹੈ। ਇਸ ਮੌਕੇ ਵਿਦਿਆਰਥੀਆਂ ਨੇ ਆਪਣੇ ਤਜਰਬੇ ਸਾਂਝੇ ਕੀਤੇ। xyxy=(215,744,403,807)
article-canada-visa xyxy=(11,803,200,987)
photo-caption: ਪ੍ਰੈੱਸ ਕਾਨਫਰੰਸ ਦੌਰਾਨ ਜਾਣਕਾਰੀ ਦਿੰਦੇ ਹੋਏ ਆਗੂ ਅਤੇ ਹਾਜ਼ਰ ਸੰਗਤ। xyxy=(326,375,492,384)
article-body-continued: ਉਨ੍ਹਾਂ ਕਿਹਾ ਕਿ ਸਰਕਾਰੀ ਸਕੂਲਾਂ ਵਿਚ ਬੁਨਿਆਦੀ ਸਹੂਲਤਾਂ ਦੀ ਘਾਟ ਹੈ ਅਤੇ ਅਧਿਆਪਕਾਂ ਦੀਆਂ ਅਸਾਮੀਆਂ ਖਾਲੀ ਪਈਆਂ ਹਨ। ਇਸ ਨਾਲ ਬੱਚਿਆਂ ਦੀ ਪੜ੍ਹਾਈ ਪ੍ਰਭਾਵਿਤ ਹੋ ਰਹੀ ਹੈ। ਉਨ੍ਹਾਂ ਸਰਕਾਰ ਤੋਂ ਮੰਗ ਕੀਤੀ ਕਿ ਖਾਲੀ ਅਸਾਮੀਆਂ ਤੁਰੰਤ ਭਰੀਆਂ ਜਾਣ ਅਤੇ ਸਕੂਲਾਂ ਵਿਚ ਲੋੜੀਂਦੀਆਂ ਸਹੂਲਤਾਂ ਮੁਹੱਈਆ ਕਰਵਾਈਆਂ ਜਾਣ। ਇਸ ਮੌਕੇ ਵੱਡੀ ਗਿਣਤੀ ਵਿਚ ਵਰਕਰ ਤੇ ਮਾਪੇ ਹਾਜ਼ਰ ਸਨ। xyxy=(415,1051,603,1114)
article-sewerage xyxy=(416,441,604,809)
headline: ਆਲ ਇੰਡੀਆ ਐਂਟੀ ਕੁਰੱਪਸ਼ਨ ਫਰੰਟ ਦੇ ਵਫ਼ਦ ਨੇ ਕੁਰਪਲਕਾ ਚ ਐਸ.ਪੀ. ਗੁਰਪ੍ਰੀਤ ਸਿੰਘ ਨਾਲ ਕੀਤਾ ਮੁਲਾਕਾਤ xyxy=(1031,456,1395,485)
masthead-tagline: A Leading Punjabi Daily xyxy=(1393,6,1501,17)
article-body: ਅੰਮ੍ਰਿਤਸਰ, 28 ਜੂਨ (ਪੱਤਰ ਪ੍ਰੇਰਕ)- ਸ਼੍ਰੋਮਣੀ ਕਮੇਟੀ ਦੇ ਅਹੁਦੇਦਾਰਾਂ ਨੇ ਕਿਹਾ ਕਿ ਪੰਜਾਬ ਦੇ ਪਾਣੀਆਂ ਦੀ ਰਾਖੀ ਲਈ ਸਭ ਨੂੰ ਇਕਜੁੱਟ ਹੋਣਾ ਪਵੇਗਾ। ਉਨ੍ਹਾਂ ਕਿਹਾ ਕਿ ਪਾਣੀ ਦੇ ਮੁੱਦੇ ਉੱਤੇ ਕਿਸੇ ਵੀ ਤਰ੍ਹਾਂ ਦਾ ਸਮਝੌਤਾ ਬਰਦਾਸ਼ਤ ਨਹੀਂ ਕੀਤਾ ਜਾਵੇਗਾ। ਇਸ ਮੌਕੇ ਵੱਖ-ਵੱਖ ਜਥੇਬੰਦੀਆਂ ਦੇ ਨੁਮਾਇੰਦੇ ਹਾਜ਼ਰ ਸਨ ਜਿਨ੍ਹਾਂ ਨੇ ਸਾਂਝੇ ਤੌਰ ਉੱਤੇ ਸੰਘਰਸ਼ ਕਰਨ ਦਾ ਐਲਾਨ ਕੀਤਾ। ਉਨ੍ਹਾਂ ਸਰਕਾਰ ਤੋਂ ਮੰਗ ਕੀਤੀ ਕਿ ਇਸ ਮਸਲੇ ਦਾ ਜਲਦ ਹੱਲ ਕੀਤਾ ਜਾਵੇ ਤਾਂ ਜੋ ਕਿਸਾਨਾਂ ਨੂੰ ਰਾਹਤ ਮਿਲ ਸਕੇ। ਉਨ੍ਹਾਂ ਇਹ ਵੀ ਕਿਹਾ ਕਿ ਧਰਤੀ ਹੇਠਲੇ ਪਾਣੀ ਦਾ ਪੱਧਰ ਲਗਾਤਾਰ ਹੇਠਾਂ ਜਾ ਰਿਹਾ ਹੈ ਜੋ ਚਿੰਤਾ ਦਾ ਵਿਸ਼ਾ ਹੈ। xyxy=(215,965,403,1062)
article-body: ਫਤਹਿਗੜ੍ਹ, 28 ਜੂਨ (ਹਰਸ਼ਦੀਪ ਸਿੰਘ ਸੈਣੀ)- ਸਿਹਤ ਵਿਭਾਗ ਪੰਜਾਬ ਵੱਲੋਂ ਜਾਰੀ ਹੁਕਮਾਂ ਤਹਿਤ ਡਾ. ਲਲਿਤ ਮੋਹਨ ਨੇ ਸਰਕਾਰੀ ਹਸਪਤਾਲ ਵਿਖੇ ਸੀਨੀਅਰ ਮੈਡੀਕਲ ਅਫ਼ਸਰ ਦਾ ਅਹੁਦਾ ਸੰਭਾਲ ਲਿਆ ਹੈ। ਇਸ ਮੌਕੇ ਹਸਪਤਾਲ ਦੇ ਸਮੂਹ ਸਟਾਫ ਨੇ ਉਨ੍ਹਾਂ ਦਾ ਸਵਾਗਤ ਕੀਤਾ। ਉਨ੍ਹਾਂ ਕਿਹਾ ਕਿ ਮਰੀਜ਼ਾਂ ਨੂੰ ਬਿਹਤਰ ਸਿਹਤ ਸੇਵਾਵਾਂ ਦੇਣਾ ਉਨ੍ਹਾਂ ਦੀ ਪਹਿਲ ਹੋਵੇਗੀ। xyxy=(11,734,200,786)
article-body: ਸੰਗਰੂਰ, 28 ਜੂਨ (ਜਸਵੀਰ ਸਿੰਘ)- ਸਮਾਜ ਸੇਵੀ ਸੰਸਥਾ ਵਲੋਂ ਲੋੜਵੰਦ ਲੋਕਾਂ ਦੀ ਸਹਾਇਤਾ ਲਈ ਲਗਾਤਾਰ ਕੰਮ ਕੀਤੇ ਜਾ ਰਹੇ ਹਨ। ਇਸ ਮੌਕੇ ਬੋਲਦਿਆਂ ਉਨ੍ਹਾਂ ਕਿਹਾ ਕਿ ਮਨੁੱਖਤਾ ਦੀ ਸੇਵਾ ਸਭ ਤੋਂ ਵੱਡਾ ਧਰਮ ਹੈ ਅਤੇ ਹਰ ਇਕ ਨੂੰ ਆਪਣੇ ਵਿਤ ਅਨੁਸਾਰ ਯੋਗਦਾਨ ਪਾਉਣਾ ਚਾਹੀਦਾ ਹੈ। ਉਨ੍ਹਾਂ ਨੇ ਸੰਸਥਾ ਦੇ ਕਾਰਜਾਂ ਦੀ ਸ਼ਲਾਘਾ ਕੀਤੀ। xyxy=(11,497,200,549)
headline: ਸੀਵਰੇਜ ਦੀ ਸਮੱਸਿਆ ਦਾ ਹੱਲ ਲਈ ਨਗਰ ਕੌਂਸਲ ਮੁਲਾਜ਼ਮਾਂ ਨੂੰ ਸਖ਼ਤ ਹਦਾਇਤ : ਬਖਸ਼ਾ ਸਿੰਘ xyxy=(419,444,599,487)
article-opposition-statement xyxy=(416,823,604,1116)
photo-caption: ਵੀਜ਼ਾ ਹਾਸਲ ਕਰਨ ਵਾਲੇ ਵਿਦਿਆਰਥੀ ਸਟਾਫ ਨਾਲ। xyxy=(247,732,370,741)
inset-photo xyxy=(479,177,597,232)
divider xyxy=(11,1235,200,1236)
column-2 xyxy=(215,63,603,2392)
column-3-spacer xyxy=(618,63,1005,2392)
column-rule xyxy=(1012,63,1013,2392)
headline: ਬੈਟਰ ਸਰਕਲ ਇਮੀਗ੍ਰੇਸ਼ਨ ਸੈਂਟਰ ਧਰਮਕੋਟ ਵਿੱਚ ਆ ਰਹੇ ਹਨ ਲਗਾਤਾਰ ਵੀਜ਼ੇ xyxy=(218,444,399,472)
dateline: ਵੀਰਵਾਰ, 29 ਜੂਨ 2023 xyxy=(563,20,689,36)
article-body: ਗੁਰਦਾਸਪੁਰ, 28 ਜੂਨ (ਪੱਤਰ ਪ੍ਰੇਰਕ)- ਆਲ ਇੰਡੀਆ ਐਂਟੀ ਕੁਰੱਪਸ਼ਨ ਫਰੰਟ ਦੇ ਵਫ਼ਦ ਨੇ ਐਸ.ਪੀ. ਨਾਲ ਮੁਲਾਕਾਤ ਕਰਕੇ ਭ੍ਰਿਸ਼ਟਾਚਾਰ ਦੀ ਰੋਕਥਾਮ ਸਬੰਧੀ ਮੰਗ ਪੱਤਰ ਸੌਂਪਿਆ। ਵਫ਼ਦ ਨੇ ਕਿਹਾ ਕਿ ਸਰਕਾਰੀ ਦਫ਼ਤਰਾਂ ਵਿਚ ਲੋਕਾਂ ਦੇ ਕੰਮ ਸਮੇਂ ਸਿਰ ਕੀਤੇ ਜਾਣ। ਐਸ.ਪੀ. ਨੇ ਭਰੋਸਾ ਦਿਵਾਇਆ ਕਿ ਸ਼ਿਕਾਇਤਾਂ ਉੱਤੇ ਤੁਰੰਤ ਕਾਰਵਾਈ ਕੀਤੀ ਜਾਵੇਗੀ। xyxy=(1028,630,1399,660)
headline: ਹਰਦੀਪ ਜੱਸੀ ਨੂੰ ਏ. ਬੀ. ਸੀ. ਵਿਭਾਗ ਦਾ ਚੇਅਰਮੈਨ ਲਗਾਇਆ xyxy=(23,1241,188,1271)
